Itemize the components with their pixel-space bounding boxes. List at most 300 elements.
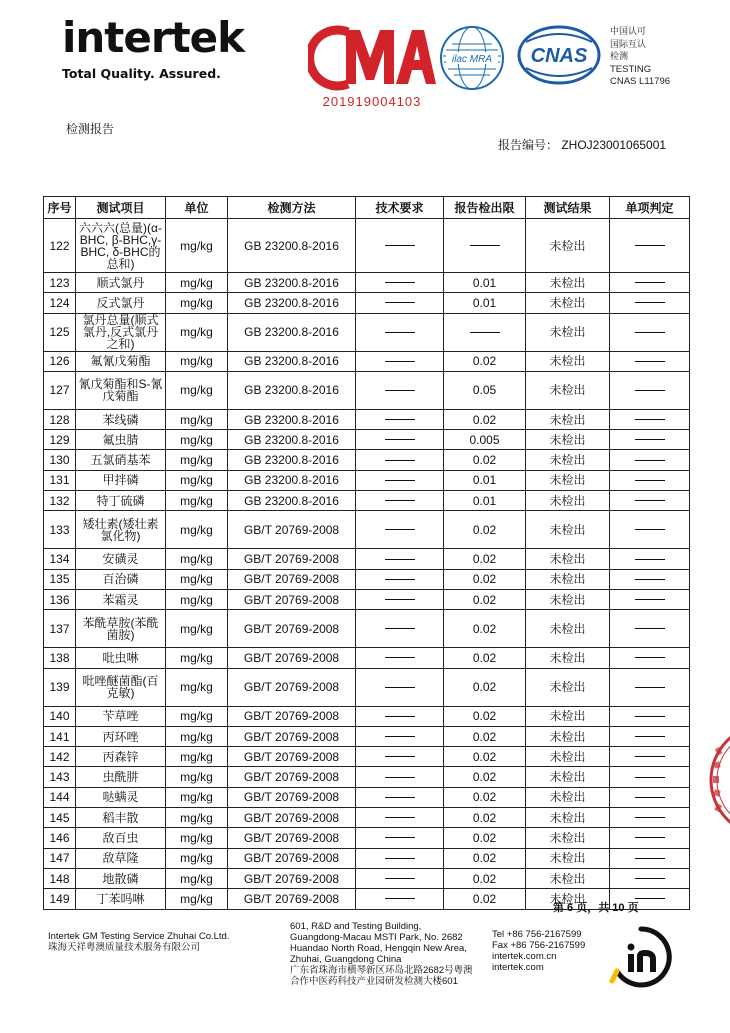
cell-test-item: 苄草唑 [76,706,166,726]
dash-mark [385,657,415,658]
dash-mark [635,245,665,246]
cell-detection-limit: 0.02 [444,589,526,609]
cell-no: 149 [44,889,76,909]
cell-result: 未检出 [526,273,610,293]
cell-requirement [356,219,444,273]
cell-detection-limit: 0.02 [444,868,526,888]
table-row [44,808,690,828]
cell-detection-limit: 0.01 [444,491,526,511]
cell-result: 未检出 [526,828,610,848]
cell-test-item: 反式氯丹 [76,293,166,313]
cell-unit: mg/kg [166,293,228,313]
cell-no: 130 [44,450,76,470]
cell-method: GB 23200.8-2016 [228,470,356,490]
cell-no: 145 [44,808,76,828]
cell-method: GB/T 20769-2008 [228,726,356,746]
dash-mark [635,628,665,629]
table-row [44,747,690,767]
cell-test-item: 氟虫腈 [76,430,166,450]
ilac-mark: ilac MRA [451,54,493,65]
cell-result: 未检出 [526,610,610,648]
dash-mark [385,302,415,303]
cell-result: 未检出 [526,549,610,569]
intertek-logo [62,14,262,84]
cell-result: 未检出 [526,569,610,589]
cell-result: 未检出 [526,648,610,668]
cell-test-item: 特丁硫磷 [76,491,166,511]
document-title: 检测报告 [66,122,115,136]
cell-test-item: 丙森锌 [76,747,166,767]
table-row [44,371,690,409]
cell-requirement [356,371,444,409]
dash-mark [635,480,665,481]
cell-result: 未检出 [526,351,610,371]
dash-mark [385,559,415,560]
cell-test-item: 敌百虫 [76,828,166,848]
cell-result: 未检出 [526,808,610,828]
cert-line: 国际互认 [610,39,647,50]
table-row [44,273,690,293]
cell-result: 未检出 [526,491,610,511]
header-cell: 报告检出限 [444,197,526,219]
cell-method: GB 23200.8-2016 [228,313,356,351]
cell-result: 未检出 [526,706,610,726]
cell-method: GB/T 20769-2008 [228,648,356,668]
cell-detection-limit: 0.02 [444,511,526,549]
footer-fax: Fax +86 756-2167599 [492,940,586,951]
cell-judgement [610,808,690,828]
header-cell: 技术要求 [356,197,444,219]
cell-unit: mg/kg [166,491,228,511]
cell-judgement [610,351,690,371]
cma-number: 201919004103 [322,94,422,109]
dash-mark [635,529,665,530]
cell-unit: mg/kg [166,648,228,668]
cell-no: 124 [44,293,76,313]
header-cell: 单位 [166,197,228,219]
cell-no: 128 [44,409,76,429]
cell-no: 122 [44,219,76,273]
footer-line: 珠海天祥粤澳质量技术服务有限公司 [48,942,201,953]
dash-mark [635,599,665,600]
cell-method: GB/T 20769-2008 [228,767,356,787]
cell-detection-limit: 0.02 [444,569,526,589]
cell-result: 未检出 [526,470,610,490]
dash-mark [385,837,415,838]
dash-mark [385,898,415,899]
cell-requirement [356,889,444,909]
logo-tagline: Total Quality. Assured. [62,66,221,81]
dash-mark [635,716,665,717]
cell-test-item: 哒螨灵 [76,787,166,807]
cell-judgement [610,219,690,273]
cell-no: 125 [44,313,76,351]
cell-result: 未检出 [526,848,610,868]
cell-method: GB/T 20769-2008 [228,706,356,726]
table-body [44,219,690,910]
cell-test-item: 丙环唑 [76,726,166,746]
cell-judgement [610,409,690,429]
logo-wordmark: intertek [62,13,245,62]
cell-requirement [356,549,444,569]
cnas-logo-icon [516,24,602,86]
cell-method: GB/T 20769-2008 [228,787,356,807]
dash-mark [635,500,665,501]
cell-method: GB/T 20769-2008 [228,668,356,706]
cell-test-item: 丁苯吗啉 [76,889,166,909]
cell-method: GB 23200.8-2016 [228,351,356,371]
cell-judgement [610,848,690,868]
cell-result: 未检出 [526,668,610,706]
cell-unit: mg/kg [166,787,228,807]
cell-result: 未检出 [526,371,610,409]
results-table [43,196,690,910]
cell-no: 127 [44,371,76,409]
cell-method: GB/T 20769-2008 [228,868,356,888]
cell-no: 129 [44,430,76,450]
cell-result: 未检出 [526,726,610,746]
cell-requirement [356,450,444,470]
cell-unit: mg/kg [166,219,228,273]
cell-unit: mg/kg [166,569,228,589]
cell-judgement [610,589,690,609]
dash-mark [635,460,665,461]
table-row [44,767,690,787]
footer-company [48,931,229,953]
ilac-mra-logo-icon [438,24,506,92]
cell-test-item: 氟氰戊菊酯 [76,351,166,371]
cell-judgement [610,313,690,351]
cell-judgement [610,511,690,549]
cell-no: 147 [44,848,76,868]
cell-method: GB/T 20769-2008 [228,610,356,648]
cell-unit: mg/kg [166,589,228,609]
footer-line: 合作中医药科技产业园研发检测大楼601 [290,976,458,987]
cell-test-item: 敌草隆 [76,848,166,868]
dash-mark [635,559,665,560]
cell-method: GB 23200.8-2016 [228,219,356,273]
cell-no: 123 [44,273,76,293]
cell-judgement [610,648,690,668]
table-row [44,470,690,490]
cell-method: GB 23200.8-2016 [228,371,356,409]
cell-result: 未检出 [526,313,610,351]
cnas-mark: CNAS [530,45,588,67]
table-row [44,351,690,371]
dash-mark [635,858,665,859]
dash-mark [635,797,665,798]
cell-detection-limit: 0.02 [444,409,526,429]
table-row [44,313,690,351]
dash-mark [385,687,415,688]
cell-result: 未检出 [526,889,610,909]
dash-mark [385,419,415,420]
cell-detection-limit [444,219,526,273]
dash-mark [470,332,500,333]
table-row [44,409,690,429]
cell-unit: mg/kg [166,511,228,549]
dash-mark [635,777,665,778]
cell-requirement [356,808,444,828]
dash-mark [385,480,415,481]
cell-detection-limit: 0.02 [444,351,526,371]
cell-result: 未检出 [526,450,610,470]
cell-unit: mg/kg [166,706,228,726]
cell-method: GB/T 20769-2008 [228,808,356,828]
cell-requirement [356,648,444,668]
cell-no: 142 [44,747,76,767]
dash-mark [385,332,415,333]
cell-no: 143 [44,767,76,787]
dash-mark [385,361,415,362]
cell-requirement [356,511,444,549]
cell-no: 135 [44,569,76,589]
cell-requirement [356,589,444,609]
footer-line: Guangdong-Macau MSTI Park, No. 2682 [290,932,463,943]
footer-address [290,921,473,987]
cell-no: 139 [44,668,76,706]
dash-mark [635,361,665,362]
cell-method: GB/T 20769-2008 [228,747,356,767]
cell-judgement [610,668,690,706]
cell-result: 未检出 [526,430,610,450]
dash-mark [385,736,415,737]
cell-test-item: 甲拌磷 [76,470,166,490]
cell-result: 未检出 [526,767,610,787]
dash-mark [635,419,665,420]
cell-no: 144 [44,787,76,807]
cell-test-item: 百治磷 [76,569,166,589]
cell-no: 138 [44,648,76,668]
dash-mark [385,282,415,283]
header-cell: 测试项目 [76,197,166,219]
dash-mark [635,282,665,283]
cell-method: GB/T 20769-2008 [228,511,356,549]
cell-detection-limit [444,313,526,351]
dash-mark [635,439,665,440]
cell-test-item: 苯线磷 [76,409,166,429]
dash-mark [635,878,665,879]
cert-line: 检测 [610,52,629,62]
dash-mark [385,390,415,391]
dash-mark [635,332,665,333]
cell-method: GB/T 20769-2008 [228,889,356,909]
cell-test-item: 虫酰肼 [76,767,166,787]
dash-mark [635,657,665,658]
table-row [44,828,690,848]
cell-requirement [356,726,444,746]
footer-tel: Tel +86 756-2167599 [492,929,582,940]
dash-mark [385,878,415,879]
dash-mark [635,837,665,838]
dash-mark [385,628,415,629]
dash-mark [385,579,415,580]
cell-judgement [610,491,690,511]
dash-mark [385,500,415,501]
cell-test-item: 稻丰散 [76,808,166,828]
cell-method: GB 23200.8-2016 [228,293,356,313]
cell-unit: mg/kg [166,726,228,746]
dash-mark [635,898,665,899]
cell-test-item: 氰戊菊酯和S-氰戊菊酯 [76,371,166,409]
table-row [44,706,690,726]
cell-requirement [356,668,444,706]
cell-requirement [356,313,444,351]
cell-judgement [610,549,690,569]
cell-judgement [610,293,690,313]
table-row [44,726,690,746]
cell-detection-limit: 0.02 [444,828,526,848]
dash-mark [385,245,415,246]
table-header-row [44,197,690,219]
cell-requirement [356,610,444,648]
cell-judgement [610,747,690,767]
cell-judgement [610,767,690,787]
cell-requirement [356,569,444,589]
cell-test-item: 矮壮素(矮壮素氯化物) [76,511,166,549]
cell-detection-limit: 0.02 [444,848,526,868]
cell-unit: mg/kg [166,430,228,450]
cell-test-item: 地散磷 [76,868,166,888]
header-cell: 单项判定 [610,197,690,219]
dash-mark [635,390,665,391]
page-number: 第 6 页，共 10 页 [553,902,639,914]
footer-link[interactable]: intertek.com [492,962,544,973]
cell-result: 未检出 [526,511,610,549]
cell-judgement [610,610,690,648]
footer-line: 广东省珠海市横琴新区环岛北路2682号粤澳 [290,965,473,976]
cell-unit: mg/kg [166,747,228,767]
cell-unit: mg/kg [166,470,228,490]
cell-test-item: 安磺灵 [76,549,166,569]
cell-unit: mg/kg [166,409,228,429]
cell-unit: mg/kg [166,767,228,787]
cell-unit: mg/kg [166,450,228,470]
footer-line: 601, R&D and Testing Building, [290,921,422,932]
cell-requirement [356,273,444,293]
cma-mark [308,22,436,108]
cell-requirement [356,767,444,787]
table-row [44,491,690,511]
cell-requirement [356,848,444,868]
dash-mark [635,687,665,688]
report-number: 报告编号： ZHOJ23001065001 [498,138,667,152]
cell-detection-limit: 0.02 [444,787,526,807]
table-row [44,668,690,706]
cell-method: GB/T 20769-2008 [228,569,356,589]
cell-unit: mg/kg [166,351,228,371]
cell-unit: mg/kg [166,273,228,293]
header-cell: 测试结果 [526,197,610,219]
cell-no: 148 [44,868,76,888]
cell-requirement [356,868,444,888]
cell-detection-limit: 0.02 [444,648,526,668]
cell-judgement [610,706,690,726]
cell-unit: mg/kg [166,808,228,828]
cell-detection-limit: 0.02 [444,726,526,746]
cell-detection-limit: 0.005 [444,430,526,450]
cell-no: 132 [44,491,76,511]
cell-detection-limit: 0.02 [444,668,526,706]
table-row [44,219,690,273]
header-cell: 序号 [44,197,76,219]
dash-mark [385,439,415,440]
cell-unit: mg/kg [166,848,228,868]
cell-method: GB/T 20769-2008 [228,828,356,848]
cell-detection-limit: 0.02 [444,549,526,569]
table-row [44,868,690,888]
cell-detection-limit: 0.02 [444,450,526,470]
cell-judgement [610,726,690,746]
table-row [44,610,690,648]
footer-line: Intertek GM Testing Service Zhuhai Co.Ltd. [48,931,230,942]
cell-requirement [356,293,444,313]
cell-no: 136 [44,589,76,609]
cell-judgement [610,787,690,807]
cell-test-item: 五氯硝基苯 [76,450,166,470]
cell-method: GB 23200.8-2016 [228,409,356,429]
dash-mark [385,599,415,600]
cell-no: 134 [44,549,76,569]
cell-judgement [610,569,690,589]
cert-line: CNAS L11796 [610,76,671,87]
dash-mark [635,736,665,737]
cell-unit: mg/kg [166,889,228,909]
cell-requirement [356,470,444,490]
cell-result: 未检出 [526,589,610,609]
cell-requirement [356,828,444,848]
cell-requirement [356,491,444,511]
dash-mark [385,858,415,859]
cert-line: 中国认可 [610,27,647,37]
cell-test-item: 顺式氯丹 [76,273,166,293]
cell-judgement [610,430,690,450]
cell-no: 133 [44,511,76,549]
dash-mark [385,716,415,717]
intertek-circle-logo-icon [609,925,673,989]
cell-test-item: 吡唑醚菌酯(百克敏) [76,668,166,706]
cma-logo-icon [308,22,436,92]
cell-detection-limit: 0.02 [444,747,526,767]
cell-result: 未检出 [526,409,610,429]
table-row [44,549,690,569]
cell-judgement [610,371,690,409]
cell-unit: mg/kg [166,868,228,888]
table-row [44,569,690,589]
dash-mark [385,797,415,798]
cell-detection-limit: 0.05 [444,371,526,409]
cell-method: GB 23200.8-2016 [228,450,356,470]
cell-method: GB 23200.8-2016 [228,491,356,511]
cell-result: 未检出 [526,293,610,313]
cell-requirement [356,747,444,767]
cell-unit: mg/kg [166,668,228,706]
cell-no: 126 [44,351,76,371]
cell-result: 未检出 [526,868,610,888]
dash-mark [470,245,500,246]
cell-requirement [356,351,444,371]
table-row [44,648,690,668]
cell-judgement [610,868,690,888]
footer-line: Zhuhai, Guangdong China [290,954,402,965]
cell-requirement [356,787,444,807]
footer-link[interactable]: intertek.com.cn [492,951,557,962]
table-row [44,293,690,313]
dash-mark [385,529,415,530]
cell-no: 146 [44,828,76,848]
cell-test-item: 六六六(总量)(α-BHC, β-BHC,γ-BHC, δ-BHC的总和) [76,219,166,273]
cell-no: 137 [44,610,76,648]
